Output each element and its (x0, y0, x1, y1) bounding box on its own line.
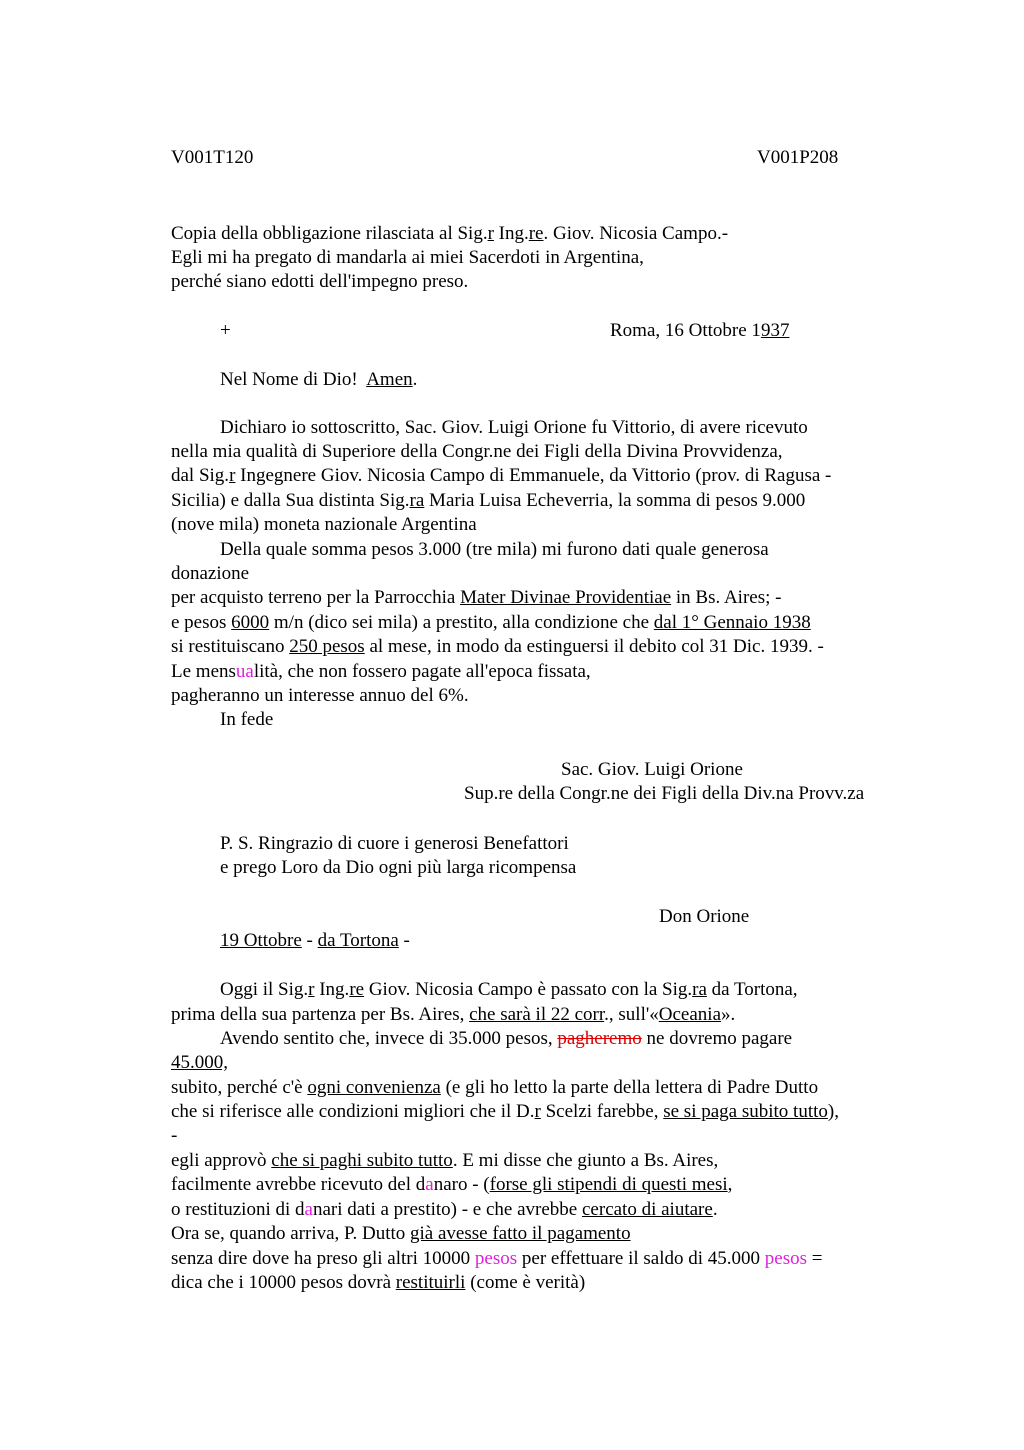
body-line-3 (171, 464, 831, 488)
text: - (398, 930, 410, 951)
text: già avesse fatto il pagamento (410, 1223, 631, 1244)
text: restituirli (395, 1272, 466, 1293)
place-date (610, 319, 789, 343)
text: prima della sua partenza per Bs. Aires, (171, 1004, 470, 1025)
text: Scelzi farebbe, (540, 1101, 664, 1122)
note-line-3 (220, 1027, 792, 1051)
text: dal 1° Gennaio 1938 (653, 612, 811, 633)
code-right: V001P208 (757, 147, 839, 168)
text: che si paghi subito tutto (271, 1150, 453, 1171)
text: in Bs. Aires; - (671, 587, 782, 608)
text: Ora se, quando arriva, P. Dutto (171, 1223, 411, 1244)
text: che si riferisce alle condizioni migliori che il D. (171, 1101, 535, 1122)
text: ), (827, 1101, 839, 1122)
text: . Giov. Nicosia Campo.- (543, 223, 729, 244)
text: m/n (dico sei mila) a prestito, alla condizione che (269, 612, 654, 633)
body-line-7: donazione (171, 563, 250, 584)
text: ». (721, 1004, 736, 1025)
text: a (304, 1199, 313, 1220)
intro-line-1 (171, 222, 728, 246)
text: Mater Divinae Providentiae (460, 587, 672, 608)
note-line-13 (171, 1271, 585, 1295)
note-line-9 (171, 1173, 732, 1197)
note-line-4 (171, 1051, 228, 1075)
note-line-12 (171, 1247, 823, 1271)
text: ra (409, 490, 425, 511)
text: Copia della obbligazione rilasciata al Sig. (171, 223, 488, 244)
text: . E mi disse che giunto a Bs. Aires, (452, 1150, 719, 1171)
text: se si paga subito tutto (663, 1101, 828, 1122)
note-line-11 (171, 1222, 631, 1246)
text: si restituiscano (171, 636, 290, 657)
text: da Tortona (317, 930, 399, 951)
text: Nel Nome di Dio! (220, 369, 367, 390)
body-line-1: Dichiaro io sottoscritto, Sac. Giov. Luigi Orione fu Vittorio, di avere ricevuto (220, 417, 808, 438)
text: Giov. Nicosia Campo è passato con la Sig. (364, 979, 693, 1000)
text: naro - ( (433, 1174, 490, 1195)
text: che sarà il 22 corr (469, 1004, 605, 1025)
text: - (301, 930, 318, 951)
text: Avendo sentito che, invece di 35.000 pesos, (220, 1028, 558, 1049)
note-date (220, 929, 410, 953)
text: e pesos (171, 612, 232, 633)
text: forse gli stipendi di questi mesi (489, 1174, 728, 1195)
body-line-13: In fede (220, 709, 274, 730)
text: 937 (760, 320, 790, 341)
text: cercato di aiutare (582, 1199, 713, 1220)
signature-name: Sac. Giov. Luigi Orione (561, 759, 743, 780)
text: subito, perché c'è (171, 1077, 308, 1098)
text: 19 Ottobre (220, 930, 302, 951)
text: pesos (474, 1248, 518, 1269)
ps-line-1: P. S. Ringrazio di cuore i generosi Benefattori (220, 833, 569, 854)
text: ogni convenienza (307, 1077, 441, 1098)
body-line-9 (171, 611, 811, 635)
text: Maria Luisa Echeverria, la somma di pesos 9.000 (424, 490, 806, 511)
text: dal Sig. (171, 465, 230, 486)
text: pesos (764, 1248, 808, 1269)
invocation (220, 368, 417, 392)
document-code-right (757, 146, 838, 170)
document-code-left (171, 146, 253, 170)
text: a (425, 1174, 434, 1195)
text: Sicilia) e dalla Sua distinta Sig. (171, 490, 410, 511)
text: ua (235, 661, 254, 682)
text: Ing. (493, 223, 529, 244)
text: = (807, 1248, 823, 1269)
text: r (487, 223, 494, 244)
body-line-5: (nove mila) moneta nazionale Argentina (171, 514, 477, 535)
text: per acquisto terreno per la Parrocchia (171, 587, 461, 608)
text: , (727, 1174, 733, 1195)
signature-title: Sup.re della Congr.ne dei Figli della Div.na Provv.za (464, 783, 865, 804)
text: re (349, 979, 365, 1000)
text: . (412, 369, 418, 390)
body-line-10 (171, 635, 824, 659)
text: Oceania (658, 1004, 722, 1025)
text: Ingegnere Giov. Nicosia Campo di Emmanuele, da Vittorio (prov. di Ragusa - (235, 465, 832, 486)
text: ra (692, 979, 707, 1000)
text: 45.000, (171, 1052, 228, 1073)
text: al mese, in modo da estinguersi il debito col 31 Dic. 1939. - (364, 636, 824, 657)
text: r (229, 465, 236, 486)
text: r (534, 1101, 541, 1122)
text: 6000 (231, 612, 270, 633)
text: nari dati a prestito) - e che avrebbe (312, 1199, 582, 1220)
text: ne dovremo pagare (641, 1028, 793, 1049)
ps-signature: Don Orione (659, 906, 750, 927)
text: Oggi il Sig. (220, 979, 309, 1000)
text: 250 pesos (289, 636, 365, 657)
text: o restituzioni di d (171, 1199, 305, 1220)
body-line-4 (171, 489, 805, 513)
text: r (308, 979, 315, 1000)
text: . (712, 1199, 718, 1220)
text: facilmente avrebbe ricevuto del d (171, 1174, 426, 1195)
body-line-6: Della quale somma pesos 3.000 (tre mila) mi furono dati quale generosa (220, 539, 769, 560)
text: pagheremo (557, 1028, 642, 1049)
cross-mark: + (220, 320, 231, 341)
body-line-12: pagheranno un interesse annuo del 6%. (171, 685, 469, 706)
text: re (528, 223, 544, 244)
body-line-2: nella mia qualità di Superiore della Congr.ne dei Figli della Divina Provvidenza, (171, 441, 783, 462)
note-line-6 (171, 1100, 839, 1124)
text: ., sull'« (604, 1004, 659, 1025)
code-left: V001T120 (171, 147, 254, 168)
intro-line-2: Egli mi ha pregato di mandarla ai miei Sacerdoti in Argentina, (171, 247, 644, 268)
note-line-8 (171, 1149, 718, 1173)
note-line-10 (171, 1198, 718, 1222)
ps-line-2: e prego Loro da Dio ogni più larga ricompensa (220, 857, 577, 878)
text: (come è verità) (465, 1272, 586, 1293)
intro-line-3: perché siano edotti dell'impegno preso. (171, 271, 469, 292)
note-line-2 (171, 1003, 735, 1027)
text: Le mens (171, 661, 236, 682)
note-line-5 (171, 1076, 818, 1100)
note-line-1 (220, 978, 798, 1002)
text: Amen (366, 369, 413, 390)
text: per effettuare il saldo di 45.000 (517, 1248, 765, 1269)
text: da Tortona, (706, 979, 798, 1000)
text: Roma, 16 Ottobre 1 (610, 320, 761, 341)
text: (e gli ho letto la parte della lettera di Padre Dutto (440, 1077, 819, 1098)
note-line-7: - (171, 1125, 178, 1146)
body-line-11 (171, 660, 591, 684)
text: egli approvò (171, 1150, 272, 1171)
text: dica che i 10000 pesos dovrà (171, 1272, 396, 1293)
text: senza dire dove ha preso gli altri 10000 (171, 1248, 475, 1269)
text: lità, che non fossero pagate all'epoca fissata, (253, 661, 591, 682)
body-line-8 (171, 586, 781, 610)
text: Ing. (314, 979, 350, 1000)
